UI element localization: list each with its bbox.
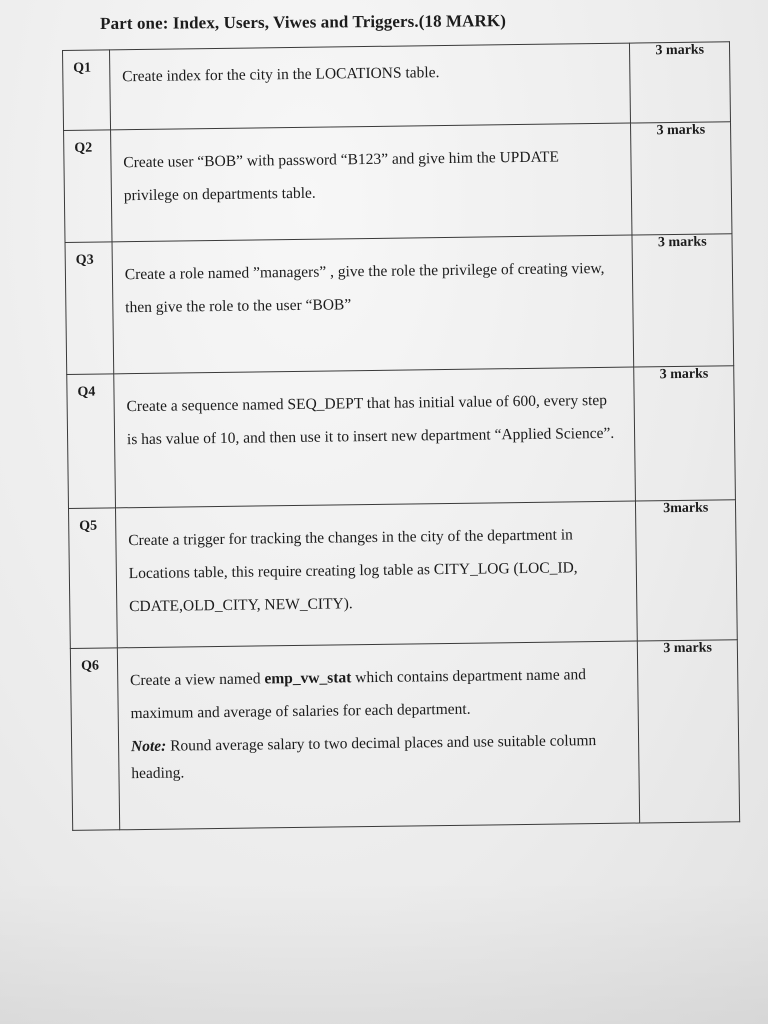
question-marks: 3 marks (638, 640, 740, 823)
question-text (110, 123, 632, 242)
question-line: CDATE,OLD_CITY, NEW_CITY). (129, 595, 353, 616)
question-number: Q2 (64, 130, 112, 243)
question-line: Create a sequence named SEQ_DEPT that has initial value of 600, every step (126, 391, 608, 416)
note-text: Round average salary to two decimal places and use suitable column (166, 732, 597, 755)
question-marks: 3marks (636, 500, 737, 641)
note-label: Note: (130, 737, 167, 756)
question-line (130, 658, 628, 698)
question-text (114, 367, 636, 508)
table-row (67, 366, 736, 509)
question-number: Q4 (67, 374, 116, 509)
question-number: Q6 (70, 648, 119, 831)
question-marks: 3 marks (632, 234, 733, 367)
question-text (115, 501, 637, 648)
question-marks: 3 marks (631, 122, 732, 235)
question-number: Q5 (69, 508, 118, 649)
question-text (117, 641, 640, 830)
page-title: Part one: Index, Users, Viwes and Triggers.(18 MARK) (100, 11, 507, 33)
question-text (109, 43, 631, 130)
question-line-part: which contains department name and (351, 666, 587, 687)
question-marks: 3 marks (634, 366, 735, 501)
question-line: maximum and average of salaries for each department. (130, 700, 471, 723)
question-line-part: Create a view named (130, 670, 265, 690)
table-row (64, 122, 732, 243)
question-marks: 3 marks (630, 42, 731, 123)
question-line (131, 724, 629, 764)
table-row (65, 234, 734, 375)
table-row (69, 500, 738, 649)
question-line: Create a role named ”managers” , give the role the privilege of creating view, (124, 259, 605, 284)
question-line: Create index for the city in the LOCATIONS table. (122, 64, 440, 86)
question-number: Q1 (63, 50, 111, 131)
question-number: Q3 (65, 242, 114, 375)
question-line: Create a trigger for tracking the changes in the city of the department in (128, 526, 573, 550)
view-name: emp_vw_stat (264, 669, 352, 688)
question-line: is has value of 10, and then use it to insert new department “Applied Science”. (126, 424, 615, 449)
table-row (63, 42, 731, 131)
question-line: Locations table, this require creating log table as CITY_LOG (LOC_ID, (128, 559, 578, 583)
questions-table (62, 41, 740, 831)
paper-shadow (0, 880, 768, 1024)
table-row (70, 640, 739, 831)
question-line: heading. (131, 764, 185, 783)
questions-sheet (62, 41, 740, 830)
question-text (112, 235, 634, 374)
question-line: then give the role to the user “BOB” (125, 296, 352, 317)
question-line: Create user “BOB” with password “B123” and give him the UPDATE (123, 148, 560, 172)
question-line: privilege on departments table. (123, 184, 316, 205)
